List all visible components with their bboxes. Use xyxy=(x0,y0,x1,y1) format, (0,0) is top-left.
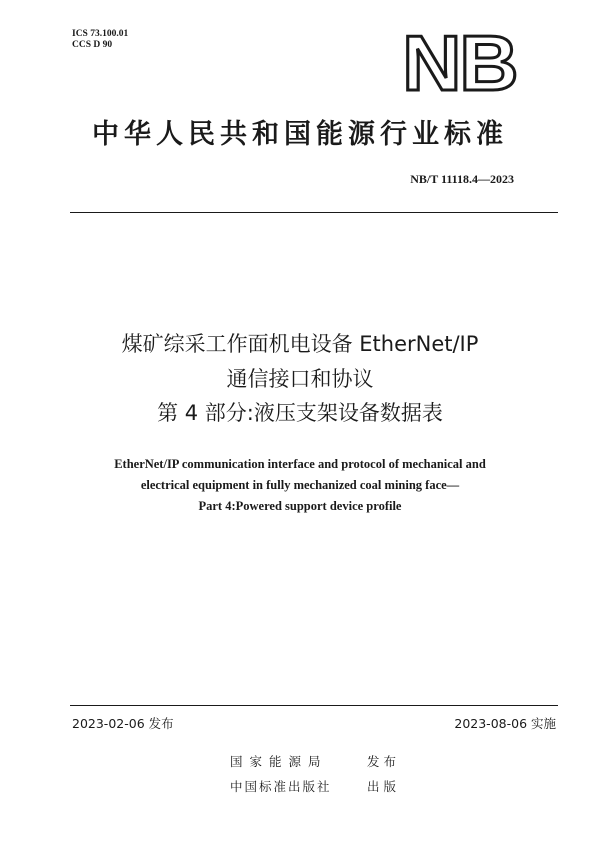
standard-category-title: 中华人民共和国能源行业标准 xyxy=(92,119,508,150)
ccs-code: CCS D 90 xyxy=(72,40,113,50)
standard-number: NB/T 11118.4—2023 xyxy=(410,172,514,186)
cn-title-line-3: 第 4 部分:液压支架设备数据表 xyxy=(157,401,443,425)
classification-codes xyxy=(72,29,128,51)
bottom-divider xyxy=(70,705,558,706)
en-title-line-3: Part 4:Powered support device profile xyxy=(198,499,402,513)
en-title-line-1: EtherNet/IP communication interface and protocol of mechanical and xyxy=(114,457,486,471)
publisher: 中国标准出版社 xyxy=(230,779,332,794)
publishing-action: 出版 xyxy=(367,779,401,794)
issuing-action: 发布 xyxy=(367,754,401,769)
cn-title-line-1: 煤矿综采工作面机电设备 EtherNet/IP xyxy=(121,332,479,356)
issue-date: 2023-02-06 发布 xyxy=(72,716,174,731)
ics-code: ICS 73.100.01 xyxy=(72,29,129,39)
cn-title-line-2: 通信接口和协议 xyxy=(226,367,374,391)
issuing-authority: 国家能源局 xyxy=(230,754,328,769)
en-title-line-2: electrical equipment in fully mechanized coal mining face— xyxy=(140,478,460,492)
nb-logo: NB xyxy=(402,19,517,107)
implementation-date: 2023-08-06 实施 xyxy=(454,716,556,731)
top-divider xyxy=(70,212,558,213)
